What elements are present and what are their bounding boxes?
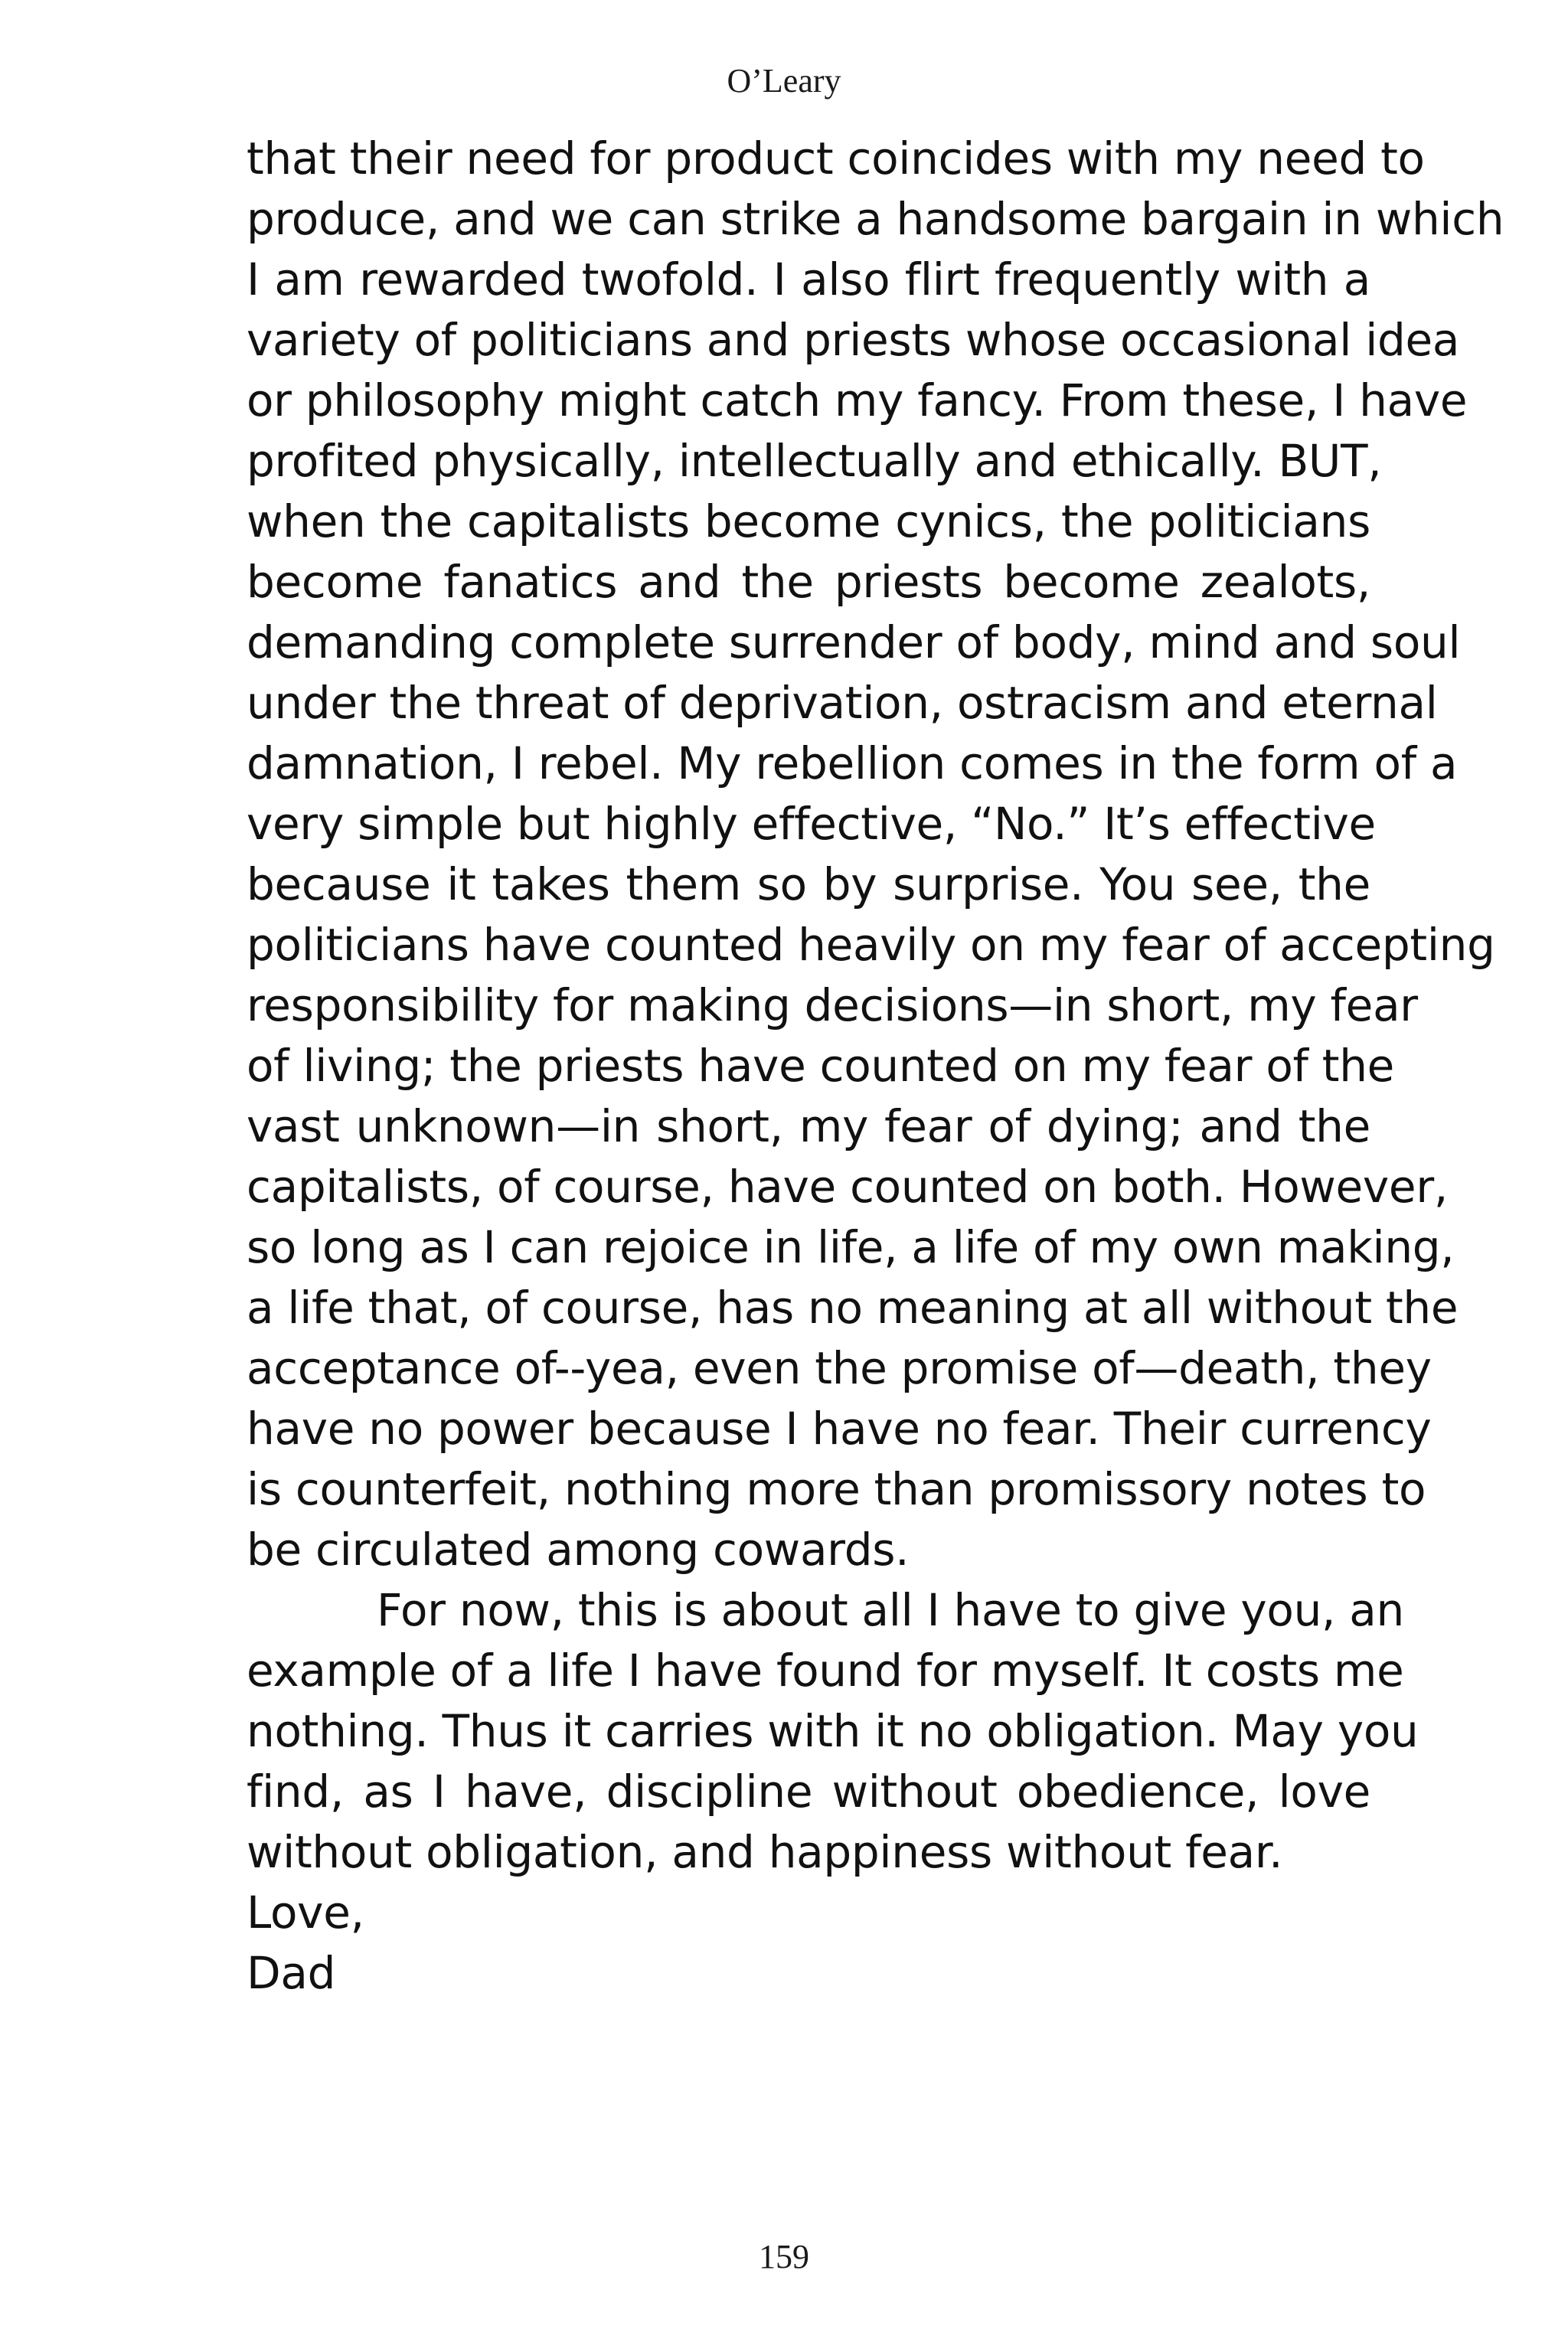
page-number: 159 bbox=[759, 2238, 809, 2275]
text-line: produce, and we can strike a handsome bargain in which bbox=[247, 193, 1504, 245]
text-line: capitalists, of course, have counted on both. However, bbox=[247, 1161, 1449, 1213]
text-line: profited physically, intellectually and ethically. BUT, bbox=[247, 435, 1382, 487]
text-line: I am rewarded twofold. I also flirt frequently with a bbox=[247, 253, 1370, 305]
paragraph-1 bbox=[247, 129, 1504, 1580]
running-header: O’Leary bbox=[727, 62, 841, 100]
text-line: very simple but highly effective, “No.” It’s effective bbox=[247, 798, 1376, 850]
text-line: responsibility for making decisions—in short, my fear bbox=[247, 979, 1418, 1031]
paragraph-2 bbox=[247, 1580, 1419, 1883]
text-line: For now, this is about all I have to give you, an bbox=[377, 1584, 1405, 1636]
text-line: is counterfeit, nothing more than promissory notes to bbox=[247, 1463, 1426, 1515]
text-line: damnation, I rebel. My rebellion comes in the form of a bbox=[247, 737, 1458, 789]
text-line: that their need for product coincides with my need to bbox=[247, 132, 1425, 185]
text-line: acceptance of--yea, even the promise of—death, they bbox=[247, 1342, 1432, 1394]
text-line: demanding complete surrender of body, mind and soul bbox=[247, 616, 1461, 668]
text-line: when the capitalists become cynics, the politicians bbox=[247, 495, 1370, 547]
text-line: find, as I have, discipline without obedience, love bbox=[247, 1766, 1370, 1818]
text-line: of living; the priests have counted on my fear of the bbox=[247, 1040, 1395, 1092]
text-line: nothing. Thus it carries with it no obligation. May you bbox=[247, 1705, 1419, 1757]
text-line: be circulated among cowards. bbox=[247, 1524, 910, 1576]
letter-body bbox=[247, 129, 1504, 2004]
text-line: under the threat of deprivation, ostracism and eternal bbox=[247, 677, 1438, 729]
text-line: so long as I can rejoice in life, a life of my own making, bbox=[247, 1221, 1455, 1273]
text-line: or philosophy might catch my fancy. From these, I have bbox=[247, 374, 1468, 426]
text-line: politicians have counted heavily on my fear of accepting bbox=[247, 919, 1495, 971]
text-line: a life that, of course, has no meaning at all without the bbox=[247, 1282, 1459, 1334]
text-line: have no power because I have no fear. Their currency bbox=[247, 1403, 1432, 1455]
text-line: become fanatics and the priests become zealots, bbox=[247, 556, 1370, 608]
text-line: without obligation, and happiness without fear. bbox=[247, 1826, 1283, 1878]
text-line: variety of politicians and priests whose occasional idea bbox=[247, 314, 1460, 366]
text-line: because it takes them so by surprise. You see, the bbox=[247, 858, 1370, 910]
text-line: example of a life I have found for myself. It costs me bbox=[247, 1645, 1404, 1697]
signature: Dad bbox=[247, 1947, 336, 1999]
text-line: vast unknown—in short, my fear of dying; and the bbox=[247, 1100, 1370, 1152]
closing: Love, bbox=[247, 1886, 364, 1939]
